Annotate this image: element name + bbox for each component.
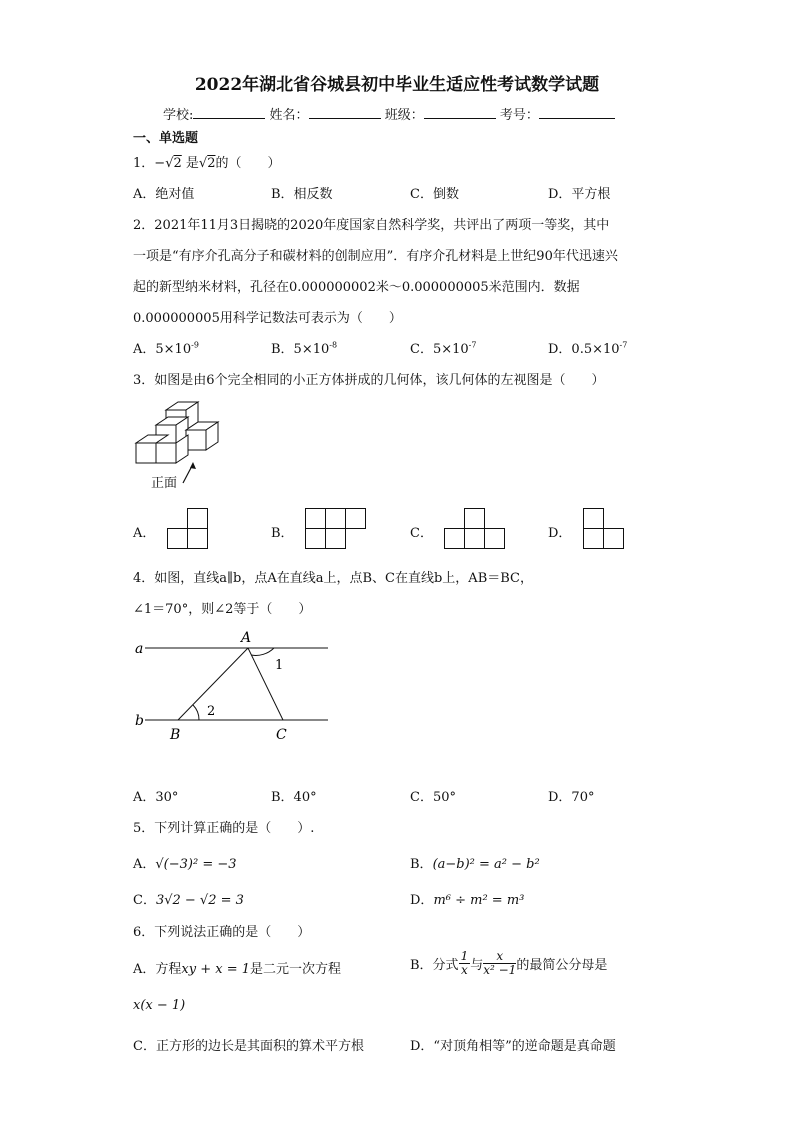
q2-option-b: B．$5\times 10^{-8}$ [271,340,338,357]
q5-option-d: D．m⁶ ÷ m² = m³ [410,893,525,908]
fraction-1-over-x: $\frac{1}{x}$ [460,949,469,977]
q4-stem-line-1: 4．如图，直线a∥b，点A在直线a上，点B、C在直线b上，AB＝BC， [133,571,533,586]
q2-line-4: 0.000000005用科学记数法可表示为（ ） [133,311,402,326]
q6-option-a: A．方程xy + x = 1是二元一次方程 [133,962,341,977]
name-label: 姓名： [269,108,309,123]
q4-geometry-figure [133,626,333,746]
class-blank [424,106,496,119]
q3-option-d-label: D． [548,526,572,541]
q3-option-c-label: C． [410,526,433,541]
q4-stem-line-2: ∠1＝70°，则∠2等于（ ） [133,602,312,617]
q4-option-d: D．70° [548,790,595,805]
q6-option-b-continuation: x(x − 1) [133,998,186,1013]
q6-option-c: C．正方形的边长是其面积的算术平方根 [133,1039,364,1054]
number-label: 考号： [499,108,539,123]
q3-option-b-figure [305,508,367,550]
label-b: b [135,713,144,729]
q1-stem: 1．−√2 是√2的（ ） [133,156,281,171]
label-point-b: B [170,727,181,743]
q3-option-d-figure [583,508,625,550]
q3-option-c-figure [444,508,506,550]
q4-option-c: C．50° [410,790,456,805]
class-label: 班级： [384,108,424,123]
label-point-c: C [276,727,287,743]
number-blank [539,106,615,119]
q1-option-c: C．倒数 [410,187,459,202]
q2-option-c: C．$5\times 10^{-7}$ [410,340,477,357]
label-angle-1: 1 [275,658,284,673]
q6-option-d: D．“对顶角相等”的逆命题是真命题 [410,1039,616,1054]
page-title: 2022年湖北省谷城县初中毕业生适应性考试数学试题 [194,75,600,95]
q1-option-a: A．绝对值 [133,187,195,202]
q6-option-b: B．分式 $\frac{1}{x}$ 与 $\frac{x}{\text{x² −1}}$ 的最简公分母是 [410,949,608,977]
angle-2-arc [193,705,199,720]
q4-option-a: A．30° [133,790,179,805]
q3-front-label: 正面 [151,476,178,491]
q3-option-a-label: A． [133,526,156,541]
student-info-line [163,104,615,123]
q4-option-b: B．40° [271,790,317,805]
q3-cube-figure [133,398,233,493]
q2-option-d: D．$0.5\times 10^{-7}$ [548,340,628,357]
label-angle-2: 2 [207,704,216,719]
q2-option-a: A．$5\times 10^{-9}$ [133,340,199,357]
q5-stem: 5．下列计算正确的是（ ）. [133,821,315,836]
q5-option-b: B．(a−b)² = a² − b² [410,857,540,872]
fraction-x-over-x2-1: $\frac{x}{\text{x² −1}}$ [483,949,517,977]
q3-stem: 3．如图是由6个完全相同的小正方体拼成的几何体，该几何体的左视图是（ ） [133,373,605,388]
q5-option-c: C．3√2 − √2 = 3 [133,893,244,908]
label-point-a: A [241,630,252,646]
q6-stem: 6．下列说法正确的是（ ） [133,925,311,940]
arrow-head-icon [190,462,196,469]
q2-line-3: 起的新型纳米材料，孔径在0.000000002米～0.000000005米范围内．数据 [133,280,580,295]
q5-option-a: A．√(−3)² = −3 [133,857,237,872]
q1-option-d: D．平方根 [548,187,611,202]
school-label: 学校: [163,108,194,123]
q3-option-b-label: B． [271,526,294,541]
section-heading: 一、单选题 [133,131,199,146]
q1-option-b: B．相反数 [271,187,333,202]
q3-option-a-figure [167,508,209,550]
angle-1-arc [251,648,274,655]
school-blank [193,106,265,119]
name-blank [309,106,381,119]
q2-line-2: 一项是“有序介孔高分子和碳材料的创制应用”．有序介孔材料是上世纪90年代迅速兴 [133,249,618,264]
q2-line-1: 2．2021年11月3日揭晓的2020年度国家自然科学奖，共评出了两项一等奖，其中 [133,218,610,233]
label-a: a [135,641,144,657]
